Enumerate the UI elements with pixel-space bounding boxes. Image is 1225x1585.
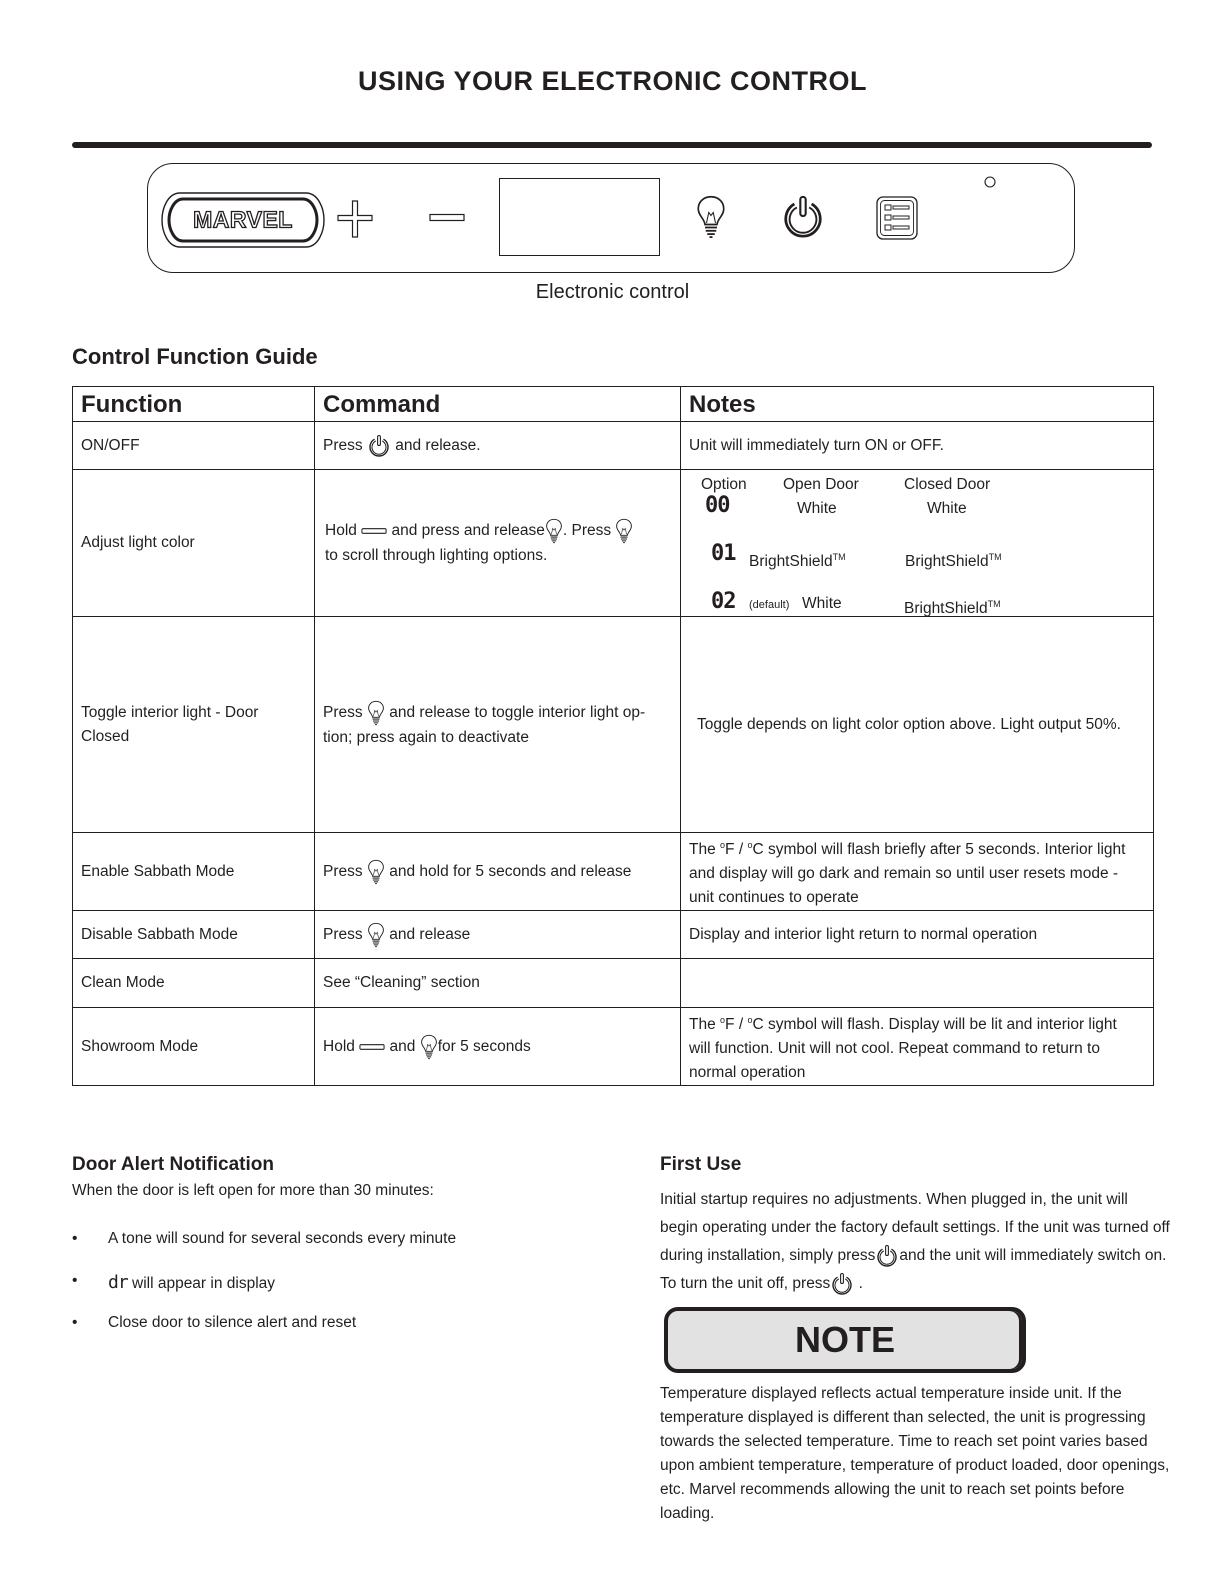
notes-cell: The $^o$F / $^o$C symbol will flash briefly after 5 seconds. Interior light and display will go dark and remain so until user resets mode - unit continues to operate	[681, 833, 1154, 911]
section-heading-control-guide: Control Function Guide	[72, 344, 318, 369]
command-cell	[315, 1008, 681, 1086]
minus-icon	[361, 527, 387, 535]
function-cell: Clean Mode	[73, 959, 315, 1008]
function-text: Closed	[81, 727, 130, 745]
note-callout	[664, 1307, 1026, 1373]
command-text: Press	[323, 703, 363, 721]
function-text: Toggle interior light - Door	[81, 703, 259, 721]
function-cell: ON/OFF	[73, 422, 315, 470]
light-bulb-icon	[420, 1034, 438, 1060]
light-options-grid	[681, 470, 1153, 616]
notes-cell: Toggle depends on light color option above. Light output 50%.	[681, 617, 1154, 833]
header-command: Command	[315, 387, 681, 422]
default-tag: (default)	[749, 599, 790, 611]
function-cell: Enable Sabbath Mode	[73, 833, 315, 911]
command-text: and release.	[395, 436, 481, 454]
function-cell: Disable Sabbath Mode	[73, 911, 315, 959]
table-row	[73, 833, 1154, 911]
temperature-display	[499, 178, 660, 256]
table-row	[73, 1008, 1154, 1086]
note-text: Temperature displayed reflects actual temperature inside unit. If the temperature displayed is different than selected, the unit is progressing towards the selected temperature. Time to reach set point varies based upon ambient temperature, temperature of product loaded, door openings, etc. Marvel recommends allowing the unit to reach set points before loading.	[660, 1385, 1170, 1522]
notes-cell: Unit will immediately turn ON or OFF.	[681, 422, 1154, 470]
command-cell	[315, 911, 681, 959]
title-divider	[72, 142, 1152, 148]
command-text: and	[389, 1037, 416, 1055]
notes-cell: The $^o$F / $^o$C symbol will flash. Display will be lit and interior light will function. Unit will not cool. Repeat command to return to normal operation	[681, 1008, 1154, 1086]
command-text: for 5 seconds	[437, 1037, 531, 1055]
power-icon	[367, 433, 391, 459]
function-cell	[73, 617, 315, 833]
command-text: Press	[323, 436, 363, 454]
function-cell: Adjust light color	[73, 470, 315, 617]
light-bulb-icon	[367, 859, 385, 885]
option-closed-value: BrightShield™	[905, 552, 1002, 571]
option-header: Option	[701, 476, 747, 493]
control-panel	[147, 163, 1075, 273]
first-use-text: Initial startup requires no adjustments. When plugged in, the unit will begin operating under the factory default settings. If the unit was turned off during installation, simply press and the unit will immediately switch on. To turn the unit off, press .	[660, 1186, 1200, 1298]
light-bulb-icon	[367, 922, 385, 948]
minus-icon	[359, 1043, 385, 1051]
marvel-logo-text: MARVEL	[193, 206, 293, 233]
command-text: and release	[389, 925, 471, 943]
command-text: Press	[323, 925, 363, 943]
option-code-display: 02	[711, 589, 736, 614]
command-text: to scroll through lighting options.	[325, 547, 548, 564]
note-label: NOTE	[794, 1319, 895, 1360]
option-code-display: 01	[711, 541, 736, 566]
option-closed-value: BrightShield™	[904, 599, 1001, 618]
command-cell: See “Cleaning” section	[315, 959, 681, 1008]
command-text: and hold for 5 seconds and release	[389, 862, 632, 880]
command-text: Hold	[325, 522, 357, 540]
power-icon	[830, 1271, 854, 1297]
function-cell: Showroom Mode	[73, 1008, 315, 1086]
control-panel-caption: Electronic control	[535, 281, 690, 303]
plus-button-icon	[337, 200, 373, 238]
table-row	[73, 470, 1154, 617]
door-alert-intro: When the door is left open for more than 30 minutes:	[72, 1182, 434, 1199]
table-row	[73, 422, 1154, 470]
section-heading-first-use: First Use	[660, 1154, 742, 1175]
light-bulb-icon	[615, 518, 633, 544]
command-text: . Press	[562, 522, 612, 540]
closed-door-header: Closed Door	[904, 476, 991, 493]
table-row	[73, 911, 1154, 959]
command-cell	[315, 422, 681, 470]
menu-button-icon	[876, 196, 918, 240]
light-button-icon	[696, 192, 726, 242]
command-text: and press and release	[391, 522, 545, 540]
command-cell	[315, 833, 681, 911]
command-cell	[315, 470, 681, 617]
minus-button-icon	[429, 213, 465, 223]
header-notes: Notes	[681, 387, 1154, 422]
command-cell	[315, 617, 681, 833]
table-row	[73, 617, 1154, 833]
command-text: Hold	[323, 1037, 355, 1055]
power-button-icon	[780, 194, 826, 240]
light-bulb-icon	[367, 700, 385, 726]
marvel-logo	[160, 190, 326, 250]
notes-cell	[681, 470, 1154, 617]
indicator-light-icon	[983, 175, 997, 189]
command-text: and release to toggle interior light op-	[389, 703, 646, 721]
option-closed-value: White	[927, 500, 967, 517]
notes-cell: Display and interior light return to normal operation	[681, 911, 1154, 959]
door-alert-display-code: dr	[108, 1272, 128, 1293]
light-bulb-icon	[545, 518, 563, 544]
command-text: tion; press again to deactivate	[323, 728, 529, 746]
control-function-table	[72, 386, 1154, 1086]
section-heading-door-alert: Door Alert Notification	[72, 1154, 274, 1175]
option-open-value: BrightShield™	[749, 552, 846, 571]
option-open-value: White	[802, 595, 842, 612]
page-title: USING YOUR ELECTRONIC CONTROL	[357, 66, 868, 96]
notes-cell	[681, 959, 1154, 1008]
table-header-row	[73, 387, 1154, 422]
table-row	[73, 959, 1154, 1008]
option-code-display: 00	[705, 493, 730, 518]
header-function: Function	[73, 387, 315, 422]
open-door-header: Open Door	[783, 476, 859, 493]
power-icon	[875, 1243, 899, 1269]
option-open-value: White	[797, 500, 837, 517]
command-text: Press	[323, 862, 363, 880]
